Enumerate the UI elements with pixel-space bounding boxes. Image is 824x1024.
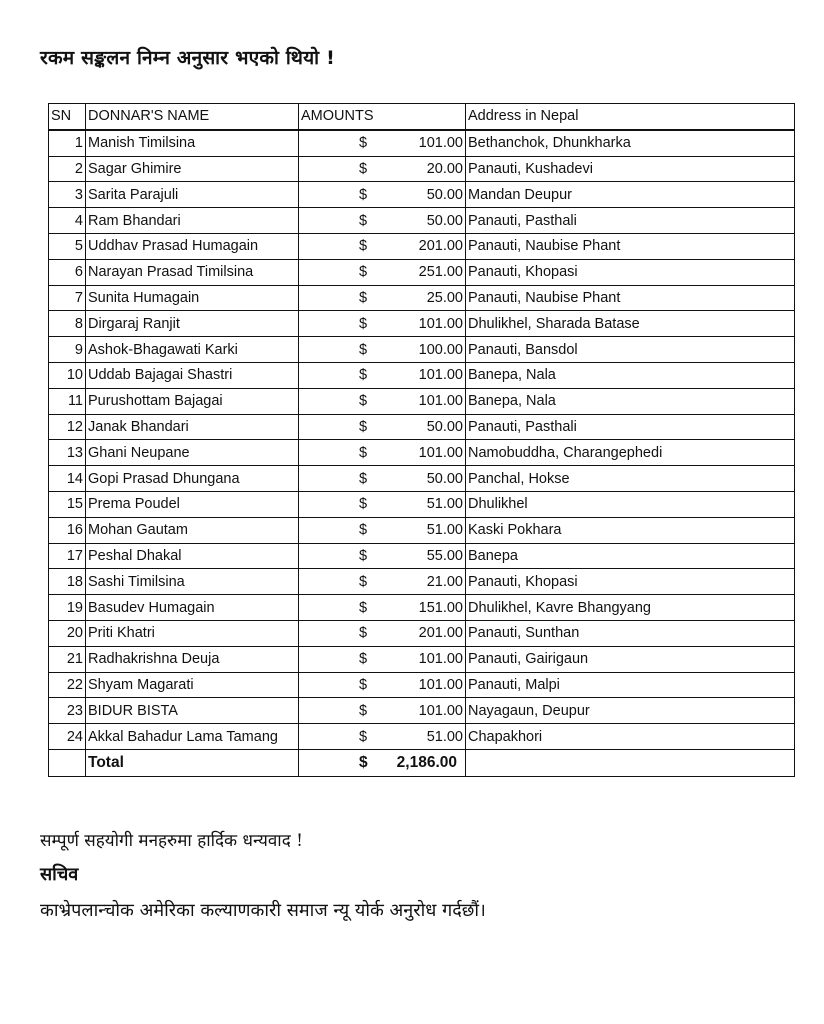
donor-name-cell: Manish Timilsina bbox=[86, 130, 299, 156]
address-cell: Panauti, Gairigaun bbox=[466, 646, 795, 672]
amount-cell bbox=[299, 388, 466, 414]
amount-cell bbox=[299, 233, 466, 259]
address-cell: Panauti, Khopasi bbox=[466, 569, 795, 595]
sn-cell: 11 bbox=[49, 388, 86, 414]
table-row bbox=[49, 646, 795, 672]
address-cell: Banepa bbox=[466, 543, 795, 569]
table-row bbox=[49, 620, 795, 646]
signatory-title: सचिव bbox=[40, 864, 79, 885]
currency-symbol: $ bbox=[359, 186, 368, 203]
amount-cell bbox=[299, 285, 466, 311]
table-header-row bbox=[49, 104, 795, 130]
amount-value: 51.00 bbox=[426, 522, 463, 539]
amount-cell bbox=[299, 414, 466, 440]
header-name: DONNAR'S NAME bbox=[86, 104, 299, 130]
sn-cell: 2 bbox=[49, 156, 86, 182]
document-heading: रकम सङ्कलन निम्न अनुसार भएको थियो ! bbox=[40, 47, 335, 69]
header-sn: SN bbox=[49, 104, 86, 130]
table-row bbox=[49, 285, 795, 311]
address-cell: Panauti, Malpi bbox=[466, 672, 795, 698]
address-cell: Panauti, Khopasi bbox=[466, 259, 795, 285]
amount-value: 21.00 bbox=[426, 573, 463, 590]
donor-name-cell: Ashok-Bhagawati Karki bbox=[86, 337, 299, 363]
donor-name-cell: Purushottam Bajagai bbox=[86, 388, 299, 414]
amount-value: 101.00 bbox=[418, 702, 463, 719]
currency-symbol: $ bbox=[359, 599, 368, 616]
amount-cell bbox=[299, 620, 466, 646]
table-row bbox=[49, 543, 795, 569]
sn-cell: 4 bbox=[49, 208, 86, 234]
table-row bbox=[49, 698, 795, 724]
currency-symbol: $ bbox=[359, 418, 368, 435]
table-row bbox=[49, 182, 795, 208]
currency-symbol: $ bbox=[359, 522, 368, 539]
organization-request: काभ्रेपलान्चोक अमेरिका कल्याणकारी समाज न्यू योर्क अनुरोध गर्दछौं। bbox=[40, 900, 486, 921]
donor-name-cell: Dirgaraj Ranjit bbox=[86, 311, 299, 337]
header-address: Address in Nepal bbox=[466, 104, 795, 130]
address-cell: Kaski Pokhara bbox=[466, 517, 795, 543]
donor-name-cell: Sagar Ghimire bbox=[86, 156, 299, 182]
donor-name-cell: Ghani Neupane bbox=[86, 440, 299, 466]
sn-cell: 12 bbox=[49, 414, 86, 440]
amount-value: 50.00 bbox=[426, 418, 463, 435]
address-cell: Nayagaun, Deupur bbox=[466, 698, 795, 724]
amount-cell bbox=[299, 362, 466, 388]
currency-symbol: $ bbox=[359, 367, 368, 384]
amount-cell bbox=[299, 698, 466, 724]
total-amount-cell bbox=[299, 749, 466, 776]
address-cell: Panchal, Hokse bbox=[466, 466, 795, 492]
donor-name-cell: BIDUR BISTA bbox=[86, 698, 299, 724]
amount-cell bbox=[299, 259, 466, 285]
currency-symbol: $ bbox=[359, 135, 368, 152]
amount-value: 101.00 bbox=[418, 315, 463, 332]
currency-symbol: $ bbox=[359, 393, 368, 410]
sn-cell: 9 bbox=[49, 337, 86, 363]
amount-cell bbox=[299, 208, 466, 234]
currency-symbol: $ bbox=[359, 651, 368, 668]
sn-cell: 18 bbox=[49, 569, 86, 595]
table-row bbox=[49, 440, 795, 466]
amount-cell bbox=[299, 182, 466, 208]
donor-name-cell: Sunita Humagain bbox=[86, 285, 299, 311]
table-row bbox=[49, 233, 795, 259]
amount-value: 51.00 bbox=[426, 728, 463, 745]
sn-cell: 5 bbox=[49, 233, 86, 259]
currency-symbol: $ bbox=[359, 315, 368, 332]
amount-cell bbox=[299, 130, 466, 156]
sn-cell: 1 bbox=[49, 130, 86, 156]
table-row bbox=[49, 208, 795, 234]
address-cell: Dhulikhel bbox=[466, 491, 795, 517]
amount-cell bbox=[299, 672, 466, 698]
amount-cell bbox=[299, 543, 466, 569]
donor-name-cell: Janak Bhandari bbox=[86, 414, 299, 440]
address-cell: Banepa, Nala bbox=[466, 362, 795, 388]
table-row bbox=[49, 569, 795, 595]
table-row bbox=[49, 130, 795, 156]
currency-symbol: $ bbox=[359, 547, 368, 564]
sn-cell: 10 bbox=[49, 362, 86, 388]
address-cell: Panauti, Naubise Phant bbox=[466, 233, 795, 259]
sn-cell: 16 bbox=[49, 517, 86, 543]
amount-value: 100.00 bbox=[418, 341, 463, 358]
sn-cell: 15 bbox=[49, 491, 86, 517]
total-address-cell bbox=[466, 749, 795, 776]
sn-cell: 17 bbox=[49, 543, 86, 569]
address-cell: Banepa, Nala bbox=[466, 388, 795, 414]
donor-name-cell: Uddhav Prasad Humagain bbox=[86, 233, 299, 259]
sn-cell: 6 bbox=[49, 259, 86, 285]
sn-cell: 8 bbox=[49, 311, 86, 337]
currency-symbol: $ bbox=[359, 753, 368, 771]
donor-name-cell: Ram Bhandari bbox=[86, 208, 299, 234]
table-row bbox=[49, 337, 795, 363]
currency-symbol: $ bbox=[359, 702, 368, 719]
table-row bbox=[49, 517, 795, 543]
sn-cell: 3 bbox=[49, 182, 86, 208]
table-row bbox=[49, 388, 795, 414]
address-cell: Panauti, Naubise Phant bbox=[466, 285, 795, 311]
table-row bbox=[49, 156, 795, 182]
table-row bbox=[49, 259, 795, 285]
amount-value: 101.00 bbox=[418, 444, 463, 461]
address-cell: Panauti, Bansdol bbox=[466, 337, 795, 363]
amount-value: 25.00 bbox=[426, 289, 463, 306]
amount-cell bbox=[299, 569, 466, 595]
address-cell: Dhulikhel, Sharada Batase bbox=[466, 311, 795, 337]
currency-symbol: $ bbox=[359, 470, 368, 487]
table-row bbox=[49, 595, 795, 621]
donor-name-cell: Mohan Gautam bbox=[86, 517, 299, 543]
amount-value: 151.00 bbox=[418, 599, 463, 616]
sn-cell: 7 bbox=[49, 285, 86, 311]
donor-name-cell: Peshal Dhakal bbox=[86, 543, 299, 569]
sn-cell: 13 bbox=[49, 440, 86, 466]
donor-name-cell: Sarita Parajuli bbox=[86, 182, 299, 208]
table-row bbox=[49, 362, 795, 388]
total-label: Total bbox=[86, 749, 299, 776]
table-row bbox=[49, 414, 795, 440]
thanks-message: सम्पूर्ण सहयोगी मनहरुमा हार्दिक धन्यवाद ! bbox=[40, 831, 303, 851]
amount-value: 51.00 bbox=[426, 496, 463, 513]
currency-symbol: $ bbox=[359, 573, 368, 590]
address-cell: Chapakhori bbox=[466, 724, 795, 750]
table-row bbox=[49, 466, 795, 492]
total-sn-cell bbox=[49, 749, 86, 776]
donor-name-cell: Shyam Magarati bbox=[86, 672, 299, 698]
currency-symbol: $ bbox=[359, 676, 368, 693]
donor-name-cell: Radhakrishna Deuja bbox=[86, 646, 299, 672]
table-row bbox=[49, 672, 795, 698]
currency-symbol: $ bbox=[359, 212, 368, 229]
amount-value: 101.00 bbox=[418, 135, 463, 152]
donor-name-cell: Prema Poudel bbox=[86, 491, 299, 517]
sn-cell: 19 bbox=[49, 595, 86, 621]
currency-symbol: $ bbox=[359, 728, 368, 745]
amount-value: 50.00 bbox=[426, 212, 463, 229]
sn-cell: 22 bbox=[49, 672, 86, 698]
table-row bbox=[49, 491, 795, 517]
donor-name-cell: Priti Khatri bbox=[86, 620, 299, 646]
address-cell: Namobuddha, Charangephedi bbox=[466, 440, 795, 466]
amount-value: 50.00 bbox=[426, 186, 463, 203]
amount-cell bbox=[299, 491, 466, 517]
donor-name-cell: Narayan Prasad Timilsina bbox=[86, 259, 299, 285]
address-cell: Mandan Deupur bbox=[466, 182, 795, 208]
donor-name-cell: Sashi Timilsina bbox=[86, 569, 299, 595]
amount-value: 251.00 bbox=[418, 264, 463, 281]
currency-symbol: $ bbox=[359, 341, 368, 358]
amount-cell bbox=[299, 646, 466, 672]
amount-value: 20.00 bbox=[426, 160, 463, 177]
currency-symbol: $ bbox=[359, 289, 368, 306]
address-cell: Panauti, Pasthali bbox=[466, 414, 795, 440]
address-cell: Panauti, Pasthali bbox=[466, 208, 795, 234]
amount-cell bbox=[299, 517, 466, 543]
amount-cell bbox=[299, 724, 466, 750]
table-total-row bbox=[49, 749, 795, 776]
address-cell: Bethanchok, Dhunkharka bbox=[466, 130, 795, 156]
amount-value: 201.00 bbox=[418, 238, 463, 255]
amount-value: 201.00 bbox=[418, 625, 463, 642]
donors-table bbox=[48, 103, 795, 777]
sn-cell: 24 bbox=[49, 724, 86, 750]
currency-symbol: $ bbox=[359, 160, 368, 177]
amount-cell bbox=[299, 156, 466, 182]
sn-cell: 21 bbox=[49, 646, 86, 672]
donor-name-cell: Gopi Prasad Dhungana bbox=[86, 466, 299, 492]
address-cell: Dhulikhel, Kavre Bhangyang bbox=[466, 595, 795, 621]
amount-cell bbox=[299, 440, 466, 466]
table-row bbox=[49, 311, 795, 337]
currency-symbol: $ bbox=[359, 496, 368, 513]
currency-symbol: $ bbox=[359, 238, 368, 255]
currency-symbol: $ bbox=[359, 264, 368, 281]
amount-cell bbox=[299, 311, 466, 337]
amount-value: 101.00 bbox=[418, 367, 463, 384]
currency-symbol: $ bbox=[359, 444, 368, 461]
amount-cell bbox=[299, 337, 466, 363]
amount-value: 55.00 bbox=[426, 547, 463, 564]
amount-value: 101.00 bbox=[418, 393, 463, 410]
amount-cell bbox=[299, 595, 466, 621]
amount-value: 50.00 bbox=[426, 470, 463, 487]
donor-name-cell: Basudev Humagain bbox=[86, 595, 299, 621]
total-amount: 2,186.00 bbox=[396, 753, 457, 771]
header-amount: AMOUNTS bbox=[299, 104, 466, 130]
sn-cell: 23 bbox=[49, 698, 86, 724]
table-row bbox=[49, 724, 795, 750]
donor-name-cell: Akkal Bahadur Lama Tamang bbox=[86, 724, 299, 750]
sn-cell: 20 bbox=[49, 620, 86, 646]
address-cell: Panauti, Sunthan bbox=[466, 620, 795, 646]
amount-cell bbox=[299, 466, 466, 492]
amount-value: 101.00 bbox=[418, 676, 463, 693]
amount-value: 101.00 bbox=[418, 651, 463, 668]
donor-name-cell: Uddab Bajagai Shastri bbox=[86, 362, 299, 388]
address-cell: Panauti, Kushadevi bbox=[466, 156, 795, 182]
sn-cell: 14 bbox=[49, 466, 86, 492]
currency-symbol: $ bbox=[359, 625, 368, 642]
